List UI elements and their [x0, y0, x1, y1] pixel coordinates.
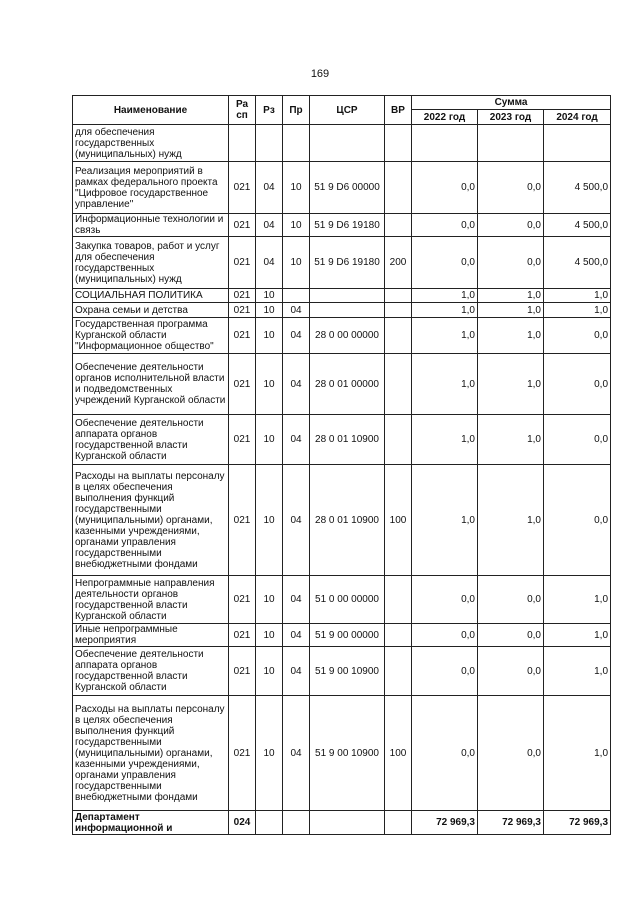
- cell-name: Государственная программа Курганской области "Информационное общество": [73, 318, 229, 354]
- cell-v2022: 1,0: [412, 318, 478, 354]
- table-row: [73, 354, 611, 415]
- cell-vr: 100: [385, 696, 412, 811]
- cell-rz: [256, 811, 283, 835]
- cell-pr: [283, 811, 310, 835]
- header-vr: ВР: [385, 96, 412, 125]
- cell-name: Обеспечение деятельности аппарата органов государственной власти Курганской области: [73, 647, 229, 696]
- cell-v2022: 1,0: [412, 289, 478, 303]
- cell-vr: [385, 125, 412, 162]
- cell-v2024: 1,0: [544, 303, 611, 318]
- cell-v2022: 1,0: [412, 415, 478, 465]
- header-csr: ЦСР: [310, 96, 385, 125]
- header-2024: 2024 год: [544, 110, 611, 125]
- table-row: [73, 647, 611, 696]
- cell-vr: [385, 162, 412, 214]
- cell-v2023: 0,0: [478, 214, 544, 237]
- table-row: [73, 162, 611, 214]
- cell-rasp: 021: [229, 237, 256, 289]
- cell-vr: [385, 214, 412, 237]
- cell-vr: [385, 318, 412, 354]
- cell-pr: 04: [283, 576, 310, 624]
- cell-v2023: 1,0: [478, 289, 544, 303]
- cell-pr: [283, 289, 310, 303]
- cell-v2023: 1,0: [478, 465, 544, 576]
- header-pr: Пр: [283, 96, 310, 125]
- cell-rasp: 021: [229, 289, 256, 303]
- cell-v2024: 0,0: [544, 465, 611, 576]
- cell-vr: [385, 576, 412, 624]
- cell-v2024: 4 500,0: [544, 162, 611, 214]
- cell-v2022: 0,0: [412, 214, 478, 237]
- cell-v2023: 1,0: [478, 318, 544, 354]
- cell-csr: 28 0 01 00000: [310, 354, 385, 415]
- cell-rz: 10: [256, 696, 283, 811]
- cell-rasp: 021: [229, 162, 256, 214]
- cell-pr: 04: [283, 696, 310, 811]
- cell-vr: [385, 303, 412, 318]
- cell-v2023: 1,0: [478, 415, 544, 465]
- cell-v2022: 0,0: [412, 624, 478, 647]
- cell-pr: 10: [283, 237, 310, 289]
- cell-v2023: 0,0: [478, 647, 544, 696]
- cell-name: Расходы на выплаты персоналу в целях обеспечения выполнения функций государственными (муниципальными) органами, казенными учреждениями, органами управления государственными внебюджетными фондами: [73, 465, 229, 576]
- cell-csr: 51 9 00 00000: [310, 624, 385, 647]
- budget-table: [72, 95, 611, 835]
- cell-v2022: 1,0: [412, 465, 478, 576]
- cell-v2024: 1,0: [544, 624, 611, 647]
- cell-v2022: 0,0: [412, 237, 478, 289]
- table-row: [73, 318, 611, 354]
- cell-v2022: [412, 125, 478, 162]
- cell-pr: 10: [283, 214, 310, 237]
- cell-rz: 10: [256, 415, 283, 465]
- cell-v2024: 0,0: [544, 415, 611, 465]
- cell-name: для обеспечения государственных (муниципальных) нужд: [73, 125, 229, 162]
- cell-pr: 04: [283, 624, 310, 647]
- cell-v2024: 1,0: [544, 647, 611, 696]
- cell-v2024: 0,0: [544, 354, 611, 415]
- cell-vr: [385, 354, 412, 415]
- cell-rz: [256, 125, 283, 162]
- cell-pr: [283, 125, 310, 162]
- cell-v2024: [544, 125, 611, 162]
- cell-v2024: 4 500,0: [544, 237, 611, 289]
- cell-rz: 10: [256, 354, 283, 415]
- cell-v2022: 0,0: [412, 162, 478, 214]
- cell-name: Иные непрограммные мероприятия: [73, 624, 229, 647]
- cell-rasp: 021: [229, 354, 256, 415]
- cell-pr: 04: [283, 303, 310, 318]
- cell-csr: 28 0 00 00000: [310, 318, 385, 354]
- cell-name: Обеспечение деятельности аппарата органов государственной власти Курганской области: [73, 415, 229, 465]
- cell-rasp: 021: [229, 465, 256, 576]
- table-row: [73, 214, 611, 237]
- cell-rasp: 021: [229, 303, 256, 318]
- cell-csr: [310, 303, 385, 318]
- cell-rz: 10: [256, 318, 283, 354]
- cell-v2022: 72 969,3: [412, 811, 478, 835]
- table-row: [73, 576, 611, 624]
- cell-vr: [385, 647, 412, 696]
- cell-name: Информационные технологии и связь: [73, 214, 229, 237]
- cell-v2024: 1,0: [544, 289, 611, 303]
- cell-rz: 04: [256, 237, 283, 289]
- cell-name: Реализация мероприятий в рамках федерального проекта "Цифровое государственное управление": [73, 162, 229, 214]
- cell-v2022: 0,0: [412, 696, 478, 811]
- cell-v2022: 1,0: [412, 303, 478, 318]
- cell-csr: 28 0 01 10900: [310, 465, 385, 576]
- cell-rasp: 021: [229, 576, 256, 624]
- cell-v2022: 0,0: [412, 647, 478, 696]
- cell-csr: 51 0 00 00000: [310, 576, 385, 624]
- cell-rz: 04: [256, 162, 283, 214]
- cell-v2023: 1,0: [478, 354, 544, 415]
- cell-v2023: 0,0: [478, 237, 544, 289]
- cell-v2024: 1,0: [544, 696, 611, 811]
- cell-name: Непрограммные направления деятельности органов государственной власти Курганской области: [73, 576, 229, 624]
- cell-csr: [310, 289, 385, 303]
- table-row: [73, 465, 611, 576]
- cell-v2023: [478, 125, 544, 162]
- cell-rz: 04: [256, 214, 283, 237]
- cell-vr: [385, 624, 412, 647]
- cell-v2022: 0,0: [412, 576, 478, 624]
- cell-vr: [385, 415, 412, 465]
- table-row: [73, 415, 611, 465]
- cell-vr: [385, 289, 412, 303]
- cell-pr: 04: [283, 318, 310, 354]
- table-row: [73, 811, 611, 835]
- table-row: [73, 289, 611, 303]
- header-2023: 2023 год: [478, 110, 544, 125]
- header-2022: 2022 год: [412, 110, 478, 125]
- cell-v2023: 0,0: [478, 624, 544, 647]
- cell-name: Закупка товаров, работ и услуг для обеспечения государственных (муниципальных) нужд: [73, 237, 229, 289]
- cell-rasp: 021: [229, 696, 256, 811]
- header-rz: Рз: [256, 96, 283, 125]
- cell-rasp: 021: [229, 415, 256, 465]
- cell-v2024: 1,0: [544, 576, 611, 624]
- cell-csr: 51 9 00 10900: [310, 696, 385, 811]
- header-rasp: Ра сп: [229, 96, 256, 125]
- cell-v2024: 72 969,3: [544, 811, 611, 835]
- cell-rz: 10: [256, 289, 283, 303]
- cell-rasp: 024: [229, 811, 256, 835]
- cell-rasp: 021: [229, 647, 256, 696]
- cell-v2024: 0,0: [544, 318, 611, 354]
- cell-v2023: 0,0: [478, 576, 544, 624]
- cell-v2022: 1,0: [412, 354, 478, 415]
- table-body: [73, 125, 611, 835]
- header-name: Наименование: [73, 96, 229, 125]
- cell-vr: 100: [385, 465, 412, 576]
- cell-csr: 51 9 D6 19180: [310, 214, 385, 237]
- cell-rasp: [229, 125, 256, 162]
- cell-v2023: 72 969,3: [478, 811, 544, 835]
- cell-pr: 04: [283, 465, 310, 576]
- cell-csr: 51 9 D6 00000: [310, 162, 385, 214]
- cell-name: Расходы на выплаты персоналу в целях обеспечения выполнения функций государственными (муниципальными) органами, казенными учреждениями, органами управления государственными внебюджетными фондами: [73, 696, 229, 811]
- cell-name: Обеспечение деятельности органов исполнительной власти и подведомственных учреждений Курганской области: [73, 354, 229, 415]
- table-row: [73, 303, 611, 318]
- cell-rz: 10: [256, 303, 283, 318]
- cell-rasp: 021: [229, 624, 256, 647]
- cell-csr: 51 9 00 10900: [310, 647, 385, 696]
- cell-pr: 04: [283, 354, 310, 415]
- cell-v2023: 0,0: [478, 162, 544, 214]
- cell-pr: 04: [283, 647, 310, 696]
- cell-csr: [310, 811, 385, 835]
- cell-rz: 10: [256, 576, 283, 624]
- cell-v2023: 0,0: [478, 696, 544, 811]
- cell-name: СОЦИАЛЬНАЯ ПОЛИТИКА: [73, 289, 229, 303]
- cell-csr: 51 9 D6 19180: [310, 237, 385, 289]
- cell-csr: [310, 125, 385, 162]
- cell-rz: 10: [256, 624, 283, 647]
- cell-rasp: 021: [229, 318, 256, 354]
- header-summa: Сумма: [412, 96, 611, 110]
- cell-vr: 200: [385, 237, 412, 289]
- table-row: [73, 125, 611, 162]
- cell-pr: 10: [283, 162, 310, 214]
- cell-name: Охрана семьи и детства: [73, 303, 229, 318]
- cell-rz: 10: [256, 647, 283, 696]
- table-row: [73, 624, 611, 647]
- cell-v2024: 4 500,0: [544, 214, 611, 237]
- cell-v2023: 1,0: [478, 303, 544, 318]
- cell-csr: 28 0 01 10900: [310, 415, 385, 465]
- cell-vr: [385, 811, 412, 835]
- cell-name: Департамент информационной и: [73, 811, 229, 835]
- cell-pr: 04: [283, 415, 310, 465]
- table-row: [73, 696, 611, 811]
- cell-rasp: 021: [229, 214, 256, 237]
- page-number: 169: [310, 68, 330, 80]
- cell-rz: 10: [256, 465, 283, 576]
- table-row: [73, 237, 611, 289]
